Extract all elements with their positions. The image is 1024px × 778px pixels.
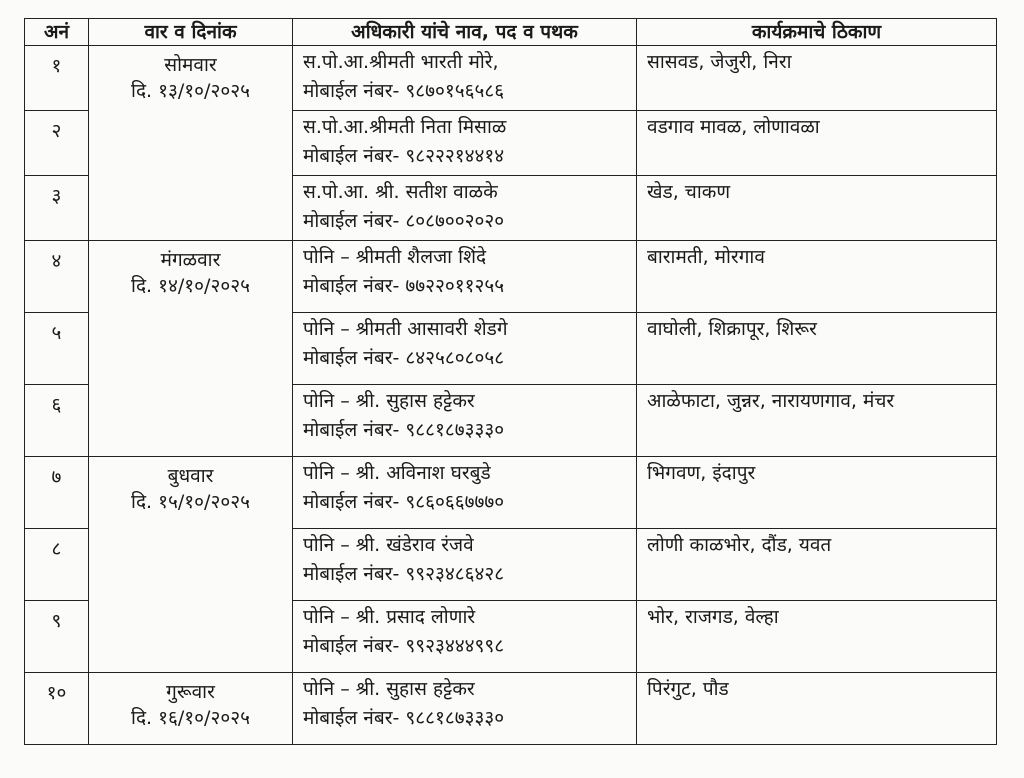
- officer-cell: [293, 313, 637, 385]
- officer-name: पोनि – श्री. प्रसाद लोणारे: [303, 606, 476, 628]
- location-text: लोणी काळभोर, दौंड, यवत: [647, 534, 832, 556]
- officer-mobile: मोबाईल नंबर- ९८८१८७३३३०: [303, 419, 505, 441]
- officer-mobile: मोबाईल नंबर- ९८७०१५६५८६: [303, 80, 505, 102]
- sr-number: ३: [51, 185, 62, 207]
- location-cell: [637, 241, 997, 313]
- officer-name: स.पो.आ.श्रीमती भारती मोरे,: [303, 51, 499, 73]
- sr-cell: [25, 529, 89, 601]
- day-date-cell: [89, 241, 293, 457]
- location-text: आळेफाटा, जुन्नर, नारायणगाव, मंचर: [647, 390, 895, 412]
- officer-cell: [293, 385, 637, 457]
- sr-number: ९: [51, 610, 62, 632]
- officer-mobile: मोबाईल नंबर- ९८६०६६७७७०: [303, 491, 505, 513]
- day-date: दि. १३/१०/२०२५: [131, 80, 250, 102]
- officer-mobile: मोबाईल नंबर- ९८८१८७३३३०: [303, 707, 505, 729]
- officer-name: पोनि – श्री. खंडेराव रंजवे: [303, 534, 474, 556]
- officer-name: पोनि – श्री. सुहास हट्टेकर: [303, 678, 475, 700]
- sr-number: १: [51, 55, 62, 77]
- officer-name: पोनि – श्री. सुहास हट्टेकर: [303, 390, 475, 412]
- location-text: बारामती, मोरगाव: [647, 246, 765, 268]
- officer-name: स.पो.आ. श्री. सतीश वाळके: [303, 181, 498, 203]
- location-cell: [637, 601, 997, 673]
- location-text: पिरंगुट, पौड: [647, 678, 729, 700]
- sr-cell: [25, 313, 89, 385]
- officer-name: पोनि – श्री. अविनाश घरबुडे: [303, 462, 491, 484]
- location-text: खेड, चाकण: [647, 181, 731, 203]
- day-name: बुधवार: [167, 465, 214, 487]
- sr-cell: [25, 241, 89, 313]
- table-row: [25, 241, 997, 313]
- sr-number: ८: [51, 538, 62, 560]
- officer-mobile: मोबाईल नंबर- ९८२२२१४४१४: [303, 145, 505, 167]
- officer-name: पोनि – श्रीमती आसावरी शेडगे: [303, 318, 508, 340]
- location-cell: [637, 385, 997, 457]
- header-location: कार्यक्रमाचे ठिकाण: [637, 19, 997, 46]
- sr-cell: [25, 385, 89, 457]
- day-date-cell: [89, 46, 293, 241]
- officer-cell: [293, 111, 637, 176]
- officer-mobile: मोबाईल नंबर- ९९२३४४४९९८: [303, 635, 505, 657]
- location-text: वाघोली, शिक्रापूर, शिरूर: [647, 318, 817, 340]
- officer-mobile: मोबाईल नंबर- ७७२२०११२५५: [303, 275, 505, 297]
- location-cell: [637, 673, 997, 745]
- sr-number: ५: [51, 322, 62, 344]
- sr-number: १०: [46, 682, 67, 704]
- day-name: गुरूवार: [166, 681, 215, 703]
- table-row: [25, 457, 997, 529]
- location-cell: [637, 457, 997, 529]
- location-cell: [637, 176, 997, 241]
- officer-cell: [293, 457, 637, 529]
- sr-number: ६: [51, 394, 62, 416]
- officer-cell: [293, 241, 637, 313]
- officer-mobile: मोबाईल नंबर- ८०८७००२०२०: [303, 210, 505, 232]
- location-text: भोर, राजगड, वेल्हा: [647, 606, 779, 628]
- location-text: भिगवण, इंदापुर: [647, 462, 756, 484]
- day-name: सोमवार: [164, 54, 217, 76]
- sr-cell: [25, 46, 89, 111]
- day-date: दि. १५/१०/२०२५: [131, 491, 250, 513]
- header-day-date: वार व दिनांक: [89, 19, 293, 46]
- day-name: मंगळवार: [160, 249, 221, 271]
- header-sr: अनं: [25, 19, 89, 46]
- header-row: [25, 19, 997, 46]
- officer-name: स.पो.आ.श्रीमती निता मिसाळ: [303, 116, 507, 138]
- location-cell: [637, 46, 997, 111]
- officer-cell: [293, 176, 637, 241]
- officer-name: पोनि – श्रीमती शैलजा शिंदे: [303, 246, 487, 268]
- location-text: वडगाव मावळ, लोणावळा: [647, 116, 820, 138]
- sr-cell: [25, 457, 89, 529]
- table-row: [25, 673, 997, 745]
- sr-number: ७: [51, 466, 62, 488]
- officer-mobile: मोबाईल नंबर- ९९२३४८६४२८: [303, 563, 505, 585]
- sr-number: २: [51, 120, 62, 142]
- officer-cell: [293, 673, 637, 745]
- sr-cell: [25, 601, 89, 673]
- table-row: [25, 46, 997, 111]
- officer-cell: [293, 529, 637, 601]
- location-cell: [637, 529, 997, 601]
- sr-cell: [25, 176, 89, 241]
- officer-cell: [293, 601, 637, 673]
- officer-cell: [293, 46, 637, 111]
- sr-number: ४: [51, 250, 62, 272]
- officer-mobile: मोबाईल नंबर- ८४२५८०८०५८: [303, 347, 505, 369]
- day-date: दि. १६/१०/२०२५: [131, 707, 250, 729]
- day-date-cell: [89, 673, 293, 745]
- sr-cell: [25, 111, 89, 176]
- header-officer: अधिकारी यांचे नाव, पद व पथक: [293, 19, 637, 46]
- schedule-table: [24, 18, 997, 745]
- location-cell: [637, 313, 997, 385]
- day-date-cell: [89, 457, 293, 673]
- location-cell: [637, 111, 997, 176]
- sr-cell: [25, 673, 89, 745]
- location-text: सासवड, जेजुरी, निरा: [647, 51, 792, 73]
- day-date: दि. १४/१०/२०२५: [131, 275, 250, 297]
